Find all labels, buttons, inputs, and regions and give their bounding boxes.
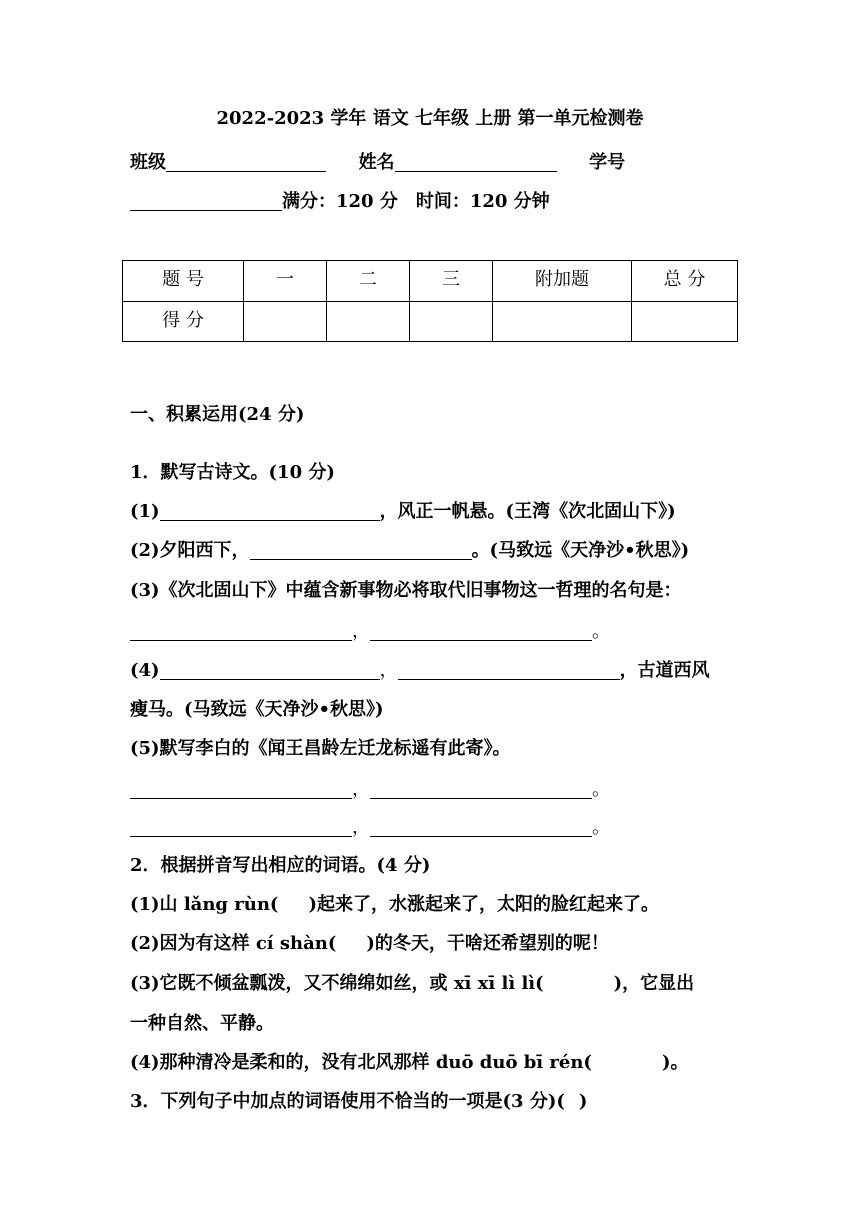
q2-item4-head: (4)那种清冷是柔和的，没有北风那样: [130, 1052, 436, 1073]
q1-item2: [130, 536, 689, 562]
q1-item4-blank-b[interactable]: [398, 661, 620, 680]
q2-item4: [130, 1048, 688, 1074]
q2-item1-pinyin: lǎng rùn(: [183, 894, 279, 915]
score-table: [122, 260, 738, 342]
header-cell-bonus: 附加题: [493, 261, 632, 302]
q2-item3-pinyin: xī xī lì lì(: [453, 973, 544, 994]
q1-item3: (3)《次北固山下》中蕴含新事物必将取代旧事物这一哲理的名句是：: [130, 580, 682, 601]
period: 。: [592, 621, 610, 642]
name-label: 姓名: [358, 152, 395, 173]
q2-item2: [130, 929, 609, 955]
q1-item2-head: (2)夕阳西下，: [130, 540, 250, 561]
q2-item1: [130, 890, 659, 916]
q2-item4-tail: )。: [661, 1052, 689, 1073]
exam-title: 2022-2023 学年 语文 七年级 上册 第一单元检测卷: [216, 108, 644, 129]
score-info-line: [130, 187, 550, 213]
q1-item5-blank-d[interactable]: [370, 818, 592, 837]
header-cell-question-no: 题 号: [123, 261, 244, 302]
q2-item2-pinyin: cí shàn(: [255, 933, 337, 954]
q2-item3-head: (3)它既不倾盆瓢泼，又不绵绵如丝，或: [130, 973, 454, 994]
id-blank[interactable]: [130, 192, 282, 211]
q1-item3-answer: [130, 617, 610, 643]
q1-item3-blank-a[interactable]: [130, 622, 352, 641]
q2-item2-tail: )的冬天，干啥还希望别的呢！: [366, 933, 609, 954]
q1-item5-answer-2: [130, 813, 610, 839]
q1-item1-num: (1): [130, 501, 160, 522]
period: 。: [592, 779, 610, 800]
score-cell-bonus[interactable]: [493, 301, 632, 342]
q1-stem: 1．默写古诗文。(10 分): [130, 462, 335, 483]
row-label-score: 得 分: [123, 301, 244, 342]
q1-item2-blank[interactable]: [250, 541, 472, 560]
q1-item4-cont: 瘦马。(马致远《天净沙•秋思》): [130, 699, 384, 720]
q2-item1-tail: )起来了，水涨起来了，太阳的脸红起来了。: [308, 894, 659, 915]
section-heading: 一、积累运用(24 分): [130, 404, 305, 425]
q1-item1-blank[interactable]: [160, 502, 380, 521]
score-table-header-row: [123, 261, 738, 302]
q1-item5: (5)默写李白的《闻王昌龄左迁龙标遥有此寄》。: [130, 738, 511, 759]
comma: ，: [352, 621, 370, 642]
score-cell-part3[interactable]: [410, 301, 493, 342]
q1-item4-blank-a[interactable]: [160, 661, 380, 680]
q2-item3-cont: 一种自然、平静。: [130, 1013, 274, 1034]
header-cell-part1: 一: [244, 261, 327, 302]
q3-stem-text: 3．下列句子中加点的词语使用不恰当的一项是(3 分)(: [130, 1091, 565, 1112]
comma: ，: [379, 660, 398, 681]
name-blank[interactable]: [395, 153, 557, 172]
q1-item5-blank-c[interactable]: [130, 818, 352, 837]
q1-item1-tail: ，风正一帆悬。(王湾《次北固山下》): [379, 501, 676, 522]
q1-item2-tail: 。(马致远《天净沙•秋思》): [471, 540, 690, 561]
id-label: 学号: [589, 152, 626, 173]
score-cell-total[interactable]: [632, 301, 738, 342]
q2-item2-head: (2)因为有这样: [130, 933, 256, 954]
header-cell-part3: 三: [410, 261, 493, 302]
class-label: 班级: [130, 152, 166, 173]
comma: ，: [352, 779, 370, 800]
q1-item5-answer-1: [130, 775, 610, 801]
score-cell-part2[interactable]: [327, 301, 410, 342]
header-cell-part2: 二: [327, 261, 410, 302]
q3-stem: [130, 1087, 587, 1113]
score-cell-part1[interactable]: [244, 301, 327, 342]
q1-item3-blank-b[interactable]: [370, 622, 592, 641]
score-info: 满分：120 分 时间：120 分钟: [282, 191, 550, 212]
period: 。: [592, 817, 610, 838]
q1-item1: [130, 497, 676, 523]
q3-close-paren: ): [578, 1091, 588, 1112]
q2-stem: 2．根据拼音写出相应的词语。(4 分): [130, 855, 431, 876]
class-blank[interactable]: [166, 153, 326, 172]
q2-item1-head: (1)山: [130, 894, 184, 915]
q2-item3: [130, 969, 694, 995]
q2-item3-tail: )，它显出: [613, 973, 695, 994]
q1-item5-blank-b[interactable]: [370, 780, 592, 799]
score-table-score-row: [123, 301, 738, 342]
q1-item4-tail: ，古道西风: [619, 660, 710, 681]
q1-item4-num: (4): [130, 660, 160, 681]
student-info-line: [130, 148, 625, 174]
q1-item5-blank-a[interactable]: [130, 780, 352, 799]
q2-item4-pinyin: duō duō bī rén(: [435, 1052, 592, 1073]
header-cell-total: 总 分: [632, 261, 738, 302]
comma: ，: [352, 817, 370, 838]
q1-item4: [130, 656, 710, 682]
